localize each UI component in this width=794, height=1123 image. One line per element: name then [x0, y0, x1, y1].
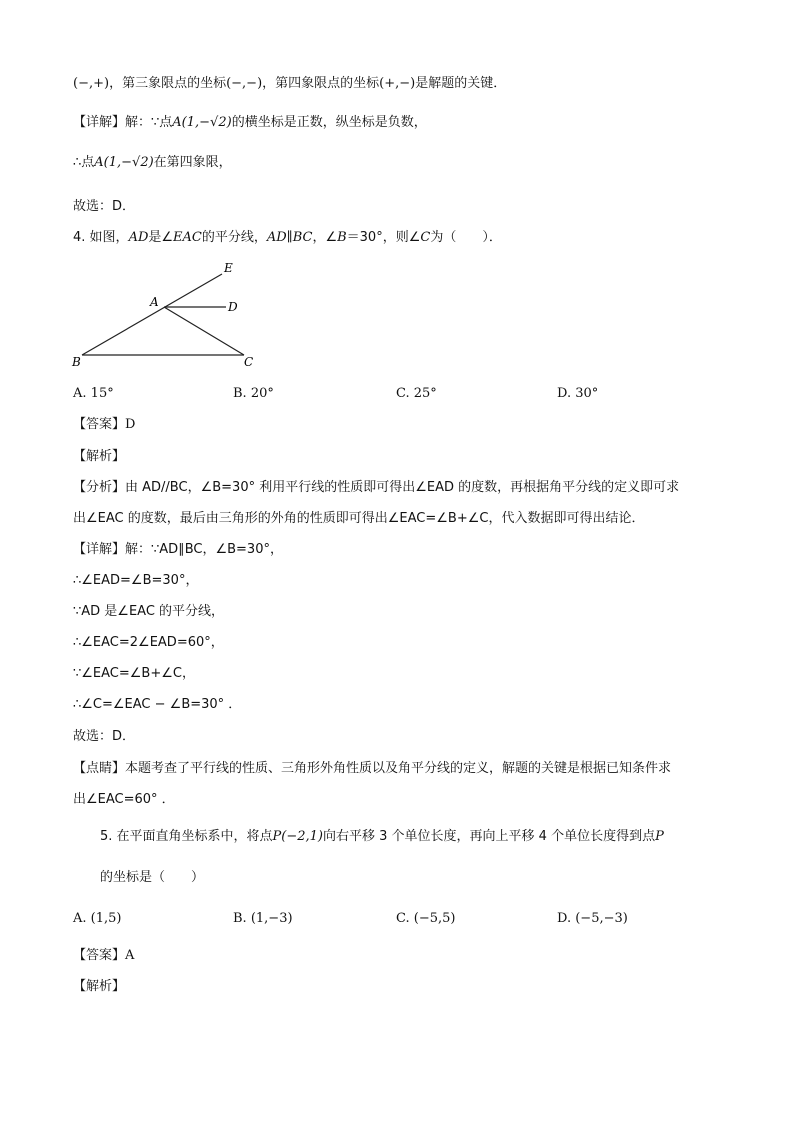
math-c: C — [420, 230, 431, 245]
option-letter: B. — [233, 386, 247, 401]
q4-dianjing-line-2: 出∠EAC=60° ． — [73, 792, 175, 807]
dianjing-tag: 【点睛】 — [73, 761, 126, 776]
q4-text: ＝30°，则∠ — [346, 230, 421, 245]
option-d — [557, 384, 598, 404]
q4-detail-line-6: ∴∠C=∠EAC − ∠B=30° ． — [73, 697, 242, 712]
q4-choose-line: 故选：D． — [73, 729, 136, 744]
q3-text: 是解题的关键． — [415, 76, 507, 91]
triangle-figure — [60, 258, 280, 373]
q4-text: 的平分线， — [201, 230, 267, 245]
q3-text: ，第三象限点的坐标 — [109, 76, 227, 91]
option-d — [557, 909, 628, 929]
fenxi-tag: 【分析】 — [73, 480, 126, 495]
option-letter: A. — [73, 386, 87, 401]
q4-detail-line-3: ∵AD 是∠EAC 的平分线， — [73, 604, 225, 619]
quadrant2-sign: (−,+) — [73, 76, 110, 91]
q5-text: 向右平移 3 个单位长度，再向上平移 4 个单位长度得到点 — [323, 829, 656, 844]
q4-fenxi-line-2: 出∠EAC 的度数，最后由三角形的外角的性质即可得出∠EAC=∠B+∠C，代入数据即可得出结论． — [73, 511, 645, 526]
q4-analysis-tag: 【解析】 — [73, 449, 126, 464]
q4-text: ，∠ — [312, 230, 338, 245]
option-value: (1,−3) — [250, 911, 293, 926]
q5-text: 5. 在平面直角坐标系中，将点 — [100, 829, 273, 844]
q3-text: ∴点 — [73, 155, 95, 170]
option-letter: B. — [233, 911, 247, 926]
q3-detail-line — [73, 113, 427, 133]
q3-conclusion-line — [73, 74, 506, 94]
option-letter: C. — [396, 911, 410, 926]
answer-value: A — [125, 948, 135, 963]
option-value: 15° — [90, 386, 114, 401]
q4-text: 如图， — [89, 230, 129, 245]
option-a — [73, 384, 114, 404]
question-number: 4. — [73, 230, 86, 245]
q4-stem — [73, 228, 502, 248]
detail-text: 解：∵AD∥BC，∠B=30°， — [125, 542, 283, 557]
q4-detail-line-2: ∴∠EAD=∠B=30°， — [73, 573, 199, 588]
option-value: (−5,−3) — [575, 911, 628, 926]
q3-text: 解：∵点 — [125, 115, 173, 130]
point-a-expression: A(1,−√2) — [172, 115, 232, 130]
option-value: (1,5) — [90, 911, 122, 926]
math-p: P — [655, 829, 664, 844]
answer-tag: 【答案】 — [73, 948, 126, 963]
q4-text: 为（ ）． — [430, 230, 502, 245]
option-b — [233, 909, 293, 929]
q3-text: 在第四象限， — [153, 155, 232, 170]
dianjing-text: 本题考查了平行线的性质、三角形外角性质以及角平分线的定义，解题的关键是根据已知条件求 — [125, 761, 672, 776]
q4-fenxi-line-1 — [73, 478, 679, 498]
q5-stem-line-2: 的坐标是（ ） — [100, 870, 205, 885]
q3-text: ，第四象限点的坐标 — [262, 76, 380, 91]
detail-tag: 【详解】 — [73, 542, 126, 557]
option-c — [396, 384, 437, 404]
q3-text: 的横坐标是正数，纵坐标是负数， — [231, 115, 427, 130]
option-letter: C. — [396, 386, 410, 401]
math-b: B — [337, 230, 347, 245]
answer-value: D — [125, 417, 136, 432]
point-a-expression: A(1,−√2) — [94, 155, 154, 170]
label-c: C — [244, 355, 254, 369]
label-e: E — [224, 261, 233, 275]
option-a — [73, 909, 122, 929]
option-letter: D. — [557, 911, 572, 926]
q4-text: 是∠ — [148, 230, 174, 245]
option-letter: A. — [73, 911, 87, 926]
q4-detail-line-5: ∵∠EAC=∠B+∠C， — [73, 666, 195, 681]
point-p-expression: P(−2,1) — [272, 829, 324, 844]
label-b: B — [72, 355, 81, 369]
math-parallel: AD∥BC — [266, 230, 313, 245]
label-d: D — [228, 300, 238, 314]
option-value: 20° — [250, 386, 274, 401]
q4-detail-line-4: ∴∠EAC=2∠EAD=60°， — [73, 635, 224, 650]
q4-dianjing-line-1 — [73, 759, 671, 779]
option-value: 25° — [413, 386, 437, 401]
option-letter: D. — [557, 386, 572, 401]
option-value: 30° — [575, 386, 599, 401]
quadrant4-sign: (+,−) — [379, 76, 416, 91]
option-b — [233, 384, 274, 404]
segment-ba-extended — [82, 274, 222, 355]
q3-choose-line: 故选：D． — [73, 199, 136, 214]
label-a: A — [150, 295, 159, 309]
q5-analysis-tag: 【解析】 — [73, 979, 126, 994]
math-eac: EAC — [173, 230, 202, 245]
q4-detail-line-1 — [73, 540, 283, 560]
q4-answer-line — [73, 415, 135, 435]
option-value: (−5,5) — [413, 911, 456, 926]
fenxi-text: 由 AD//BC，∠B=30° 利用平行线的性质即可得出∠EAD 的度数，再根据角平分线的定义即可求 — [125, 480, 680, 495]
math-ad: AD — [128, 230, 149, 245]
detail-tag: 【详解】 — [73, 115, 126, 130]
segment-ac — [164, 307, 244, 355]
option-c — [396, 909, 455, 929]
quadrant3-sign: (−,−) — [226, 76, 263, 91]
q5-answer-line — [73, 946, 134, 966]
q5-stem-line-1 — [100, 827, 664, 847]
q3-therefore-line — [73, 153, 232, 173]
answer-tag: 【答案】 — [73, 417, 126, 432]
